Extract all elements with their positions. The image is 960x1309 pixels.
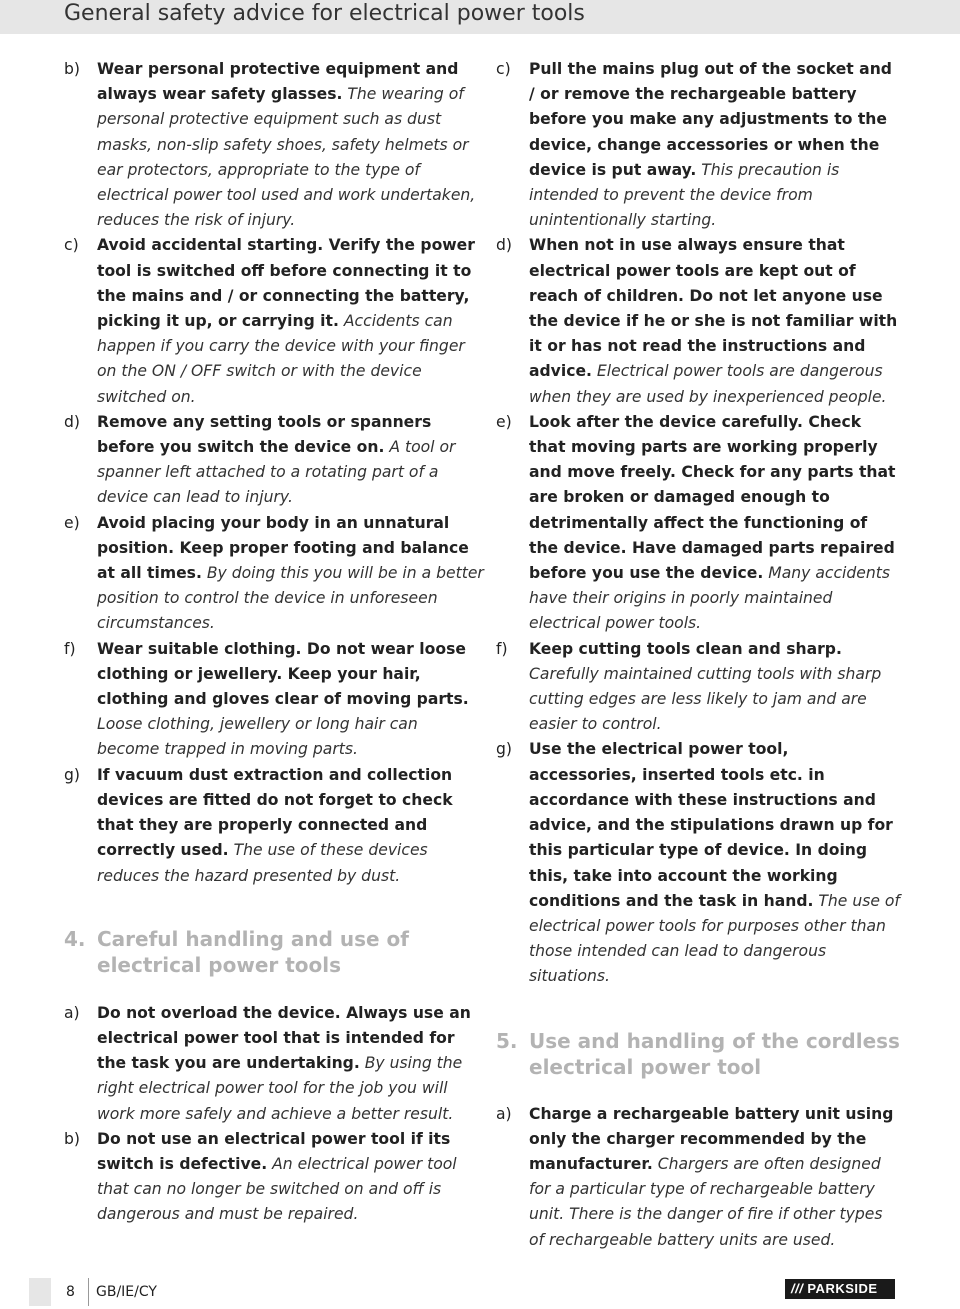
section-title: Careful handling and use of electrical power tools: [97, 926, 410, 977]
list-item: [64, 1001, 484, 1127]
list-item: [64, 1127, 484, 1228]
item-instruction: If vacuum dust extraction and collection devices are fitted do not forget to check that they are properly connected and correctly used.: [97, 765, 453, 860]
page-number: 8: [66, 1284, 75, 1300]
item-explanation: An electrical power tool that can no longer be switched on and off is dangerous and must be repaired.: [97, 1154, 457, 1224]
item-label: d): [496, 236, 512, 255]
item-explanation: Many accidents have their origins in poorly maintained electrical power tools.: [529, 564, 890, 633]
item-label: f): [64, 639, 76, 658]
item-instruction: Use the electrical power tool, accessories, inserted tools etc. in accordance with these instructions and advice, and the stipulations drawn up for this particular type of device. In doing this, take into account the working conditions and the task in hand.: [529, 740, 893, 910]
list-item: [64, 57, 484, 233]
list-item: [496, 233, 900, 409]
footer-divider: [88, 1278, 89, 1306]
item-instruction: Do not use an electrical power tool if its switch is defective.: [97, 1129, 451, 1173]
item-instruction: Charge a rechargeable battery unit using only the charger recommended by the manufacturer.: [529, 1104, 894, 1173]
section-heading-5: [496, 1028, 900, 1080]
list-item: [496, 637, 900, 738]
item-instruction: Wear suitable clothing. Do not wear loose clothing or jewellery. Keep your hair, clothing and gloves clear of moving parts.: [97, 639, 469, 709]
item-explanation: The wearing of personal protective equipment such as dust masks, non-slip safety shoes, safety helmets or ear protectors, appropriate to the type of electrical power tool used and work undertaken, reduces the risk of injury.: [97, 85, 476, 230]
section-number: 4.: [64, 926, 86, 951]
item-explanation: Electrical power tools are dangerous when they are used by inexperienced people.: [529, 362, 887, 406]
item-instruction: Keep cutting tools clean and sharp.: [529, 639, 842, 658]
item-instruction: Avoid accidental starting. Verify the power tool is switched off before connecting it to the mains and / or connecting the battery, picking it up, or carrying it.: [97, 236, 475, 331]
item-instruction: Pull the mains plug out of the socket and / or remove the rechargeable battery before you make any adjustments to the device, change accessories or when the device is put away.: [529, 60, 892, 179]
item-label: b): [64, 60, 80, 78]
list-item: [496, 1102, 900, 1253]
item-instruction: When not in use always ensure that electrical power tools are kept out of reach of children. Do not let anyone use the device if he or she is not familiar with it or has not read the instructions and advice.: [529, 236, 898, 381]
item-label: e): [496, 412, 512, 431]
list-item: [496, 410, 900, 637]
page-header: [0, 0, 960, 34]
item-explanation: A tool or spanner left attached to a rotating part of a device can lead to injury.: [97, 438, 456, 507]
section-number: 5.: [496, 1028, 518, 1053]
item-explanation: By doing this you will be in a better position to control the device in unforeseen circumstances.: [97, 564, 484, 633]
item-instruction: Wear personal protective equipment and always wear safety glasses.: [97, 60, 459, 104]
item-explanation: Loose clothing, jewellery or long hair can become trapped in moving parts.: [97, 715, 418, 759]
item-instruction: Avoid placing your body in an unnatural position. Keep proper footing and balance at all times.: [97, 513, 469, 583]
section-title: Use and handling of the cordless electrical power tool: [529, 1028, 900, 1079]
item-instruction: Remove any setting tools or spanners before you switch the device on.: [97, 412, 432, 457]
section-heading-4: [64, 926, 484, 978]
right-column: [496, 57, 900, 1253]
region-code: GB/IE/CY: [96, 1284, 157, 1300]
item-explanation: This precaution is intended to prevent the device from unintentionally starting.: [529, 160, 840, 230]
brand-name: PARKSIDE: [807, 1281, 878, 1296]
item-explanation: The use of electrical power tools for purposes other than those intended can lead to dangerous situations.: [529, 891, 900, 986]
item-explanation: Carefully maintained cutting tools with sharp cutting edges are less likely to jam and are easier to control.: [529, 664, 882, 734]
item-label: b): [64, 1129, 80, 1148]
item-instruction: Look after the device carefully. Check that moving parts are working properly and move freely. Check for any parts that are broken or damaged enough to detrimentally affect the functioning of the device. Have damaged parts repaired before you use the device.: [529, 412, 896, 583]
list-item: [496, 737, 900, 989]
item-explanation: The use of these devices reduces the hazard presented by dust.: [97, 841, 428, 885]
footer-tab-marker: [29, 1278, 51, 1306]
left-column: [64, 57, 484, 1228]
item-explanation: By using the right electrical power tool for the job you will work more safely and achieve a better result.: [97, 1054, 463, 1123]
item-explanation: Chargers are often designed for a particular type of rechargeable battery unit. There is the danger of fire if other types of rechargeable battery units are used.: [529, 1154, 883, 1249]
brand-slashes: ///: [791, 1281, 804, 1296]
item-label: e): [64, 513, 80, 532]
item-label: c): [496, 60, 511, 78]
list-item: [64, 233, 484, 409]
list-item: [64, 763, 484, 889]
list-item: [64, 511, 484, 637]
item-explanation: Accidents can happen if you carry the device with your finger on the ON / OFF switch or with the device switched on.: [97, 312, 465, 406]
item-label: g): [64, 765, 80, 784]
list-item: [64, 410, 484, 511]
item-label: a): [496, 1104, 512, 1123]
item-label: c): [64, 236, 79, 255]
page-title: General safety advice for electrical power tools: [64, 1, 585, 26]
item-label: g): [496, 740, 512, 759]
item-label: f): [496, 639, 508, 658]
item-label: d): [64, 412, 80, 431]
item-instruction: Do not overload the device. Always use an electrical power tool that is intended for the task you are undertaking.: [97, 1003, 471, 1073]
list-item: [64, 637, 484, 763]
item-label: a): [64, 1003, 80, 1022]
parkside-logo: [785, 1279, 895, 1299]
list-item: [496, 57, 900, 233]
